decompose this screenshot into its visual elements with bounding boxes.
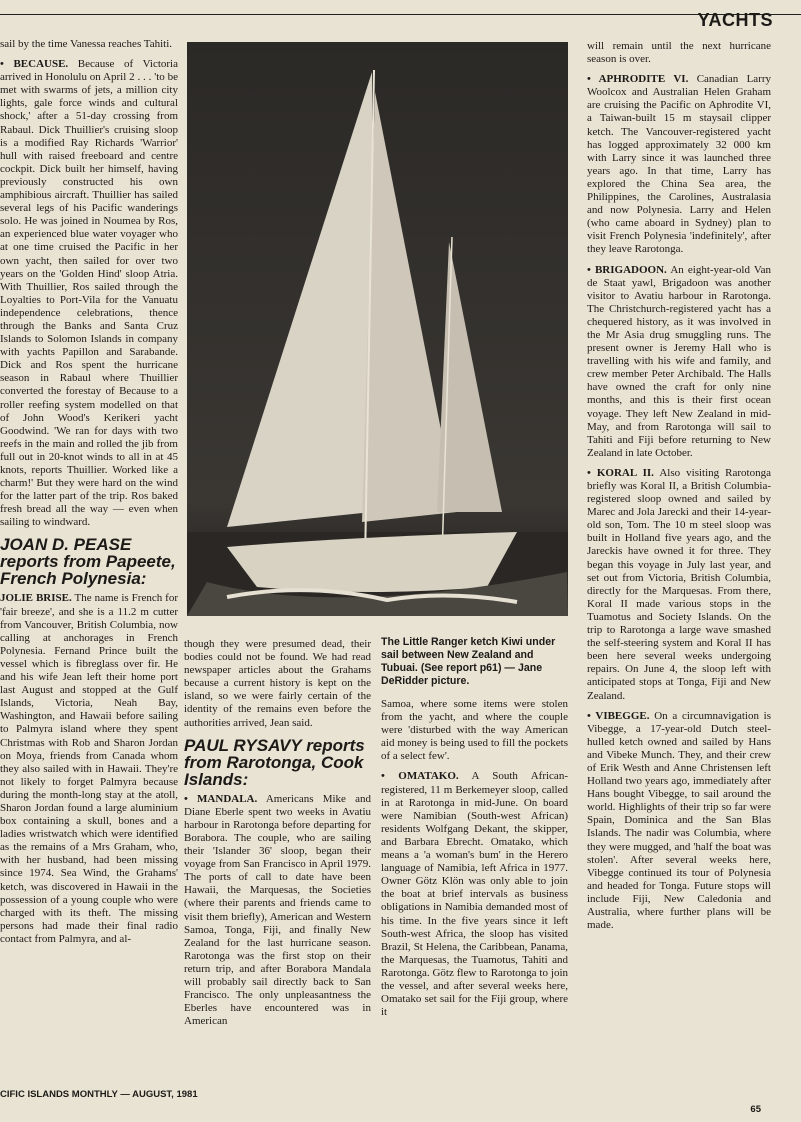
page-number: 65 xyxy=(750,1104,761,1115)
item-lead: • BECAUSE. xyxy=(0,58,69,71)
item-text: Canadian Larry Woolcox and Australian Helen Graham are cruising the Pacific on Aphrodite VI, a Taiwan-built 15 m staysail clipper ketch. The Vancouver-registered yacht has logged approximately 32 000 km with Larry since it was launched three years ago. In that time, Larry has explored the China Sea area, the Philippines, the Carolines, Australasia and now Polynesia. Larry and Helen (who came aboard in Sydney) plan to visit French Polynesia 'indefinitely', after they leave Rarotonga. xyxy=(587,73,771,256)
item-lead: • OMATAKO. xyxy=(381,770,459,783)
report-heading: JOAN D. PEASE reports from Papeete, French Polynesia: xyxy=(0,535,176,589)
item-text: Americans Mike and Diane Eberle spent two weeks in Avatiu harbour in Rarotonga before departing for Borabora. The couple, who are sailing their 'Islander 36' sloop, began their voyage from San Francisco in April 1979. The ports of call to date have been Hawaii, the Marquesas, the Societies (where their parents and friends came to visit them briefly), American and Western Samoa, Tonga, Fiji, and finally New Zealand for the last hurricane season. Rarotonga was the first stop on their return trip, and after Borabora Mandala will probably sail directly back to San Francisco. The only unpleasantness the Eberles have encountered was in American xyxy=(184,792,371,1028)
item-lead: • APHRODITE VI. xyxy=(587,73,689,86)
paragraph xyxy=(381,770,568,1019)
report-heading: PAUL RYSAVY reports from Rarotonga, Cook Islands: xyxy=(184,735,365,789)
paragraph: though they were presumed dead, their bodies could not be found. We had read newspaper articles about the Grahams because a current history is kept on the island, so we were fairly certain of the identity of the remains even before the authorities arrived, Jean said. xyxy=(184,638,371,729)
column-2 xyxy=(184,638,371,1083)
section-title: YACHTS xyxy=(697,10,773,30)
item-text: Because of Victoria arrived in Honolulu on April 2 . . . 'to be met with swarms of jets, a million city lights, gale force winds and cultural shock,' after a 51-day crossing from Rabaul. Dick Thuillier's cruising sloop is a modified Ray Richards 'Warrior' hull with raised freeboard and centre cockpit. Dick built her himself, having previously constructed his own amphibious aircraft. Thuillier has sailed several legs of his Pacific wanderings solo. He was joined in Noumea by Ros, an experienced blue water voyager who at one time cruised the Pacific in her own yacht, then sailed for over two years on the 'Golden Hind' sloop Atria. With Thuillier, Ros sailed through the Loyalties to Port-Vila for the Vanuatu independence celebrations, thence through the Banks and Santa Cruz Islands to Solomon Islands in company with yachts Papillon and Sarabande. Dick and Ros spent the hurricane season in Rabaul where Thuillier converted the forestay of Because to a roller reefing system modelled on that of John Wood's Kerikeri yacht Goodwind. 'We ran for days with two reefs in the main and rolled the jib from full out in 20-knot winds to all in at 45 knots, reports Thuillier. Worked like a charm!' But they were hard on the wind for the latter part of the trip. Ros baked fresh bread all the way — even when sailing to windward. xyxy=(0,58,178,529)
column-3 xyxy=(381,636,568,1083)
item-lead: • MANDALA. xyxy=(184,792,258,805)
paragraph: Samoa, where some items were stolen from the yacht, and where the couple were 'disturbed with the way American aid money is being used to fill the pockets of a select few'. xyxy=(381,698,568,763)
paragraph xyxy=(184,793,371,1029)
column-1 xyxy=(0,38,178,1083)
sailboat-illustration xyxy=(187,42,568,616)
paragraph xyxy=(0,592,178,946)
item-text: On a circumnavigation is Vibegge, a 17-year-old Dutch steel-hulled ketch owned and sailed by Hans and Vibeke Munch. They, and their crew of Erik Westh and Anne Christensen left Holland two years ago, immediately after Hans bought Vibegge, to sail around the world. Highlights of their trip so far were Spain, Dominica and the San Blas Islands. The nadir was Columbia, where they were mugged, and 'half the boat was stolen'. After several weeks here, Vibegge continued its tour of Polynesia and headed for Tonga. Future stops will include Fiji, New Caledonia and Australia, where further plans will be made. xyxy=(587,709,771,932)
paragraph xyxy=(587,710,771,933)
paragraph: sail by the time Vanessa reaches Tahiti. xyxy=(0,38,173,50)
header-rule xyxy=(0,14,801,15)
item-lead: • VIBEGGE. xyxy=(587,709,650,722)
item-text: An eight-year-old Van de Staat yawl, Brigadoon was another visitor to Avatiu harbour in Rarotonga. The Christchurch-registered yacht has a chequered history, as it was involved in the Mr Asia drug smuggling runs. The present owner is Jeremy Hall who is travelling with his wife and family, and crew member Peter Archibald. The Halls have owned the craft for only nine months, and this is their first ocean voyage. They left New Zealand in mid-May, and from Rarotonga will sail to Tahiti and Fiji before returning to New Zealand in late October. xyxy=(587,263,771,459)
paragraph xyxy=(0,58,178,529)
item-lead: JOLIE BRISE. xyxy=(0,592,72,605)
paragraph: will remain until the next hurricane season is over. xyxy=(587,40,771,66)
column-4 xyxy=(587,40,771,1088)
item-text: The name is French for 'fair breeze', and she is a 11.2 m cutter from Vancouver, British Columbia, now calling at anchorages in French Polynesia. Fernand Prince built the vessel which is fibreglass over fir. He and his wife Jean left their home port last August and stopped at the Gulf Islands, Victoria, Neah Bay, Washington, and Hawaii before sailing to Palmyra island where they spent Christmas with Rob and Sharon Jordan on Moya, friends from Canada whom they also sailed with in Hawaii. They're not likely to forget Palmyra because during the month-long stay at the atoll, Sharon Jordan found a large aluminium box containing a skull, bones and a ladies wristwatch which were identified as the remains of a Mrs Graham, who, with her husband, had been missing since 1974. Sea Wind, the Grahams' ketch, was discovered in Hawaii in the possession of a young couple who were charged with its theft. The missing persons had made their final radio contact from Palmyra, and al- xyxy=(0,592,178,945)
sailboat-photo xyxy=(187,42,568,616)
item-lead: • KORAL II. xyxy=(587,466,654,479)
photo-caption: The Little Ranger ketch Kiwi under sail between New Zealand and Tubuai. (See report p61) — Jane DeRidder picture. xyxy=(381,636,556,687)
paragraph xyxy=(587,264,771,460)
paragraph xyxy=(587,73,771,256)
paragraph xyxy=(587,467,771,703)
item-text: Also visiting Rarotonga briefly was Koral II, a British Columbia-registered sloop owned and sailed by Marec and Jola Jarecki and their 14-year-old son, Tom. The 10 m steel sloop was built in Holland five years ago, and the Jareckis have owned it for three. They began this voyage in July last year, and set out from Victoria, British Columbia, directly for the Marquesas. From there, Koral II made various stops in the Tuamotus and Society Islands. On the trip to Rarotonga a large wave smashed the self-steering system and Koral II has been here several weeks undergoing repairs. On June 4, the sloop left with anticipated stops at Tonga, Fiji and New Zealand. xyxy=(587,466,771,702)
footer-publication: CIFIC ISLANDS MONTHLY — AUGUST, 1981 xyxy=(0,1089,198,1100)
item-lead: • BRIGADOON. xyxy=(587,263,667,276)
item-text: A South African-registered, 11 m Berkemeyer sloop, called in at Rarotonga in mid-June. On board were Namibian (South-west African) residents Wolfgang Dekant, the skipper, and Barbara Ebrecht. Omatako, which means a 'a woman's bum' in the Herero language of Namibia, left Africa in 1977. Owner Götz Klön was only able to join the boat at brief intervals as business obligations in Namibia demanded most of his time. In the five years since it left South-west Africa, the sloop has visited Brazil, St Helena, the Caribbean, Panama, the Marquesas, the Tuamotus, Tahiti and Rarotonga. Götz flew to Rarotonga to join the vessel, and after several weeks here, Omatako set sail for the Fiji group, where it xyxy=(381,770,568,1019)
